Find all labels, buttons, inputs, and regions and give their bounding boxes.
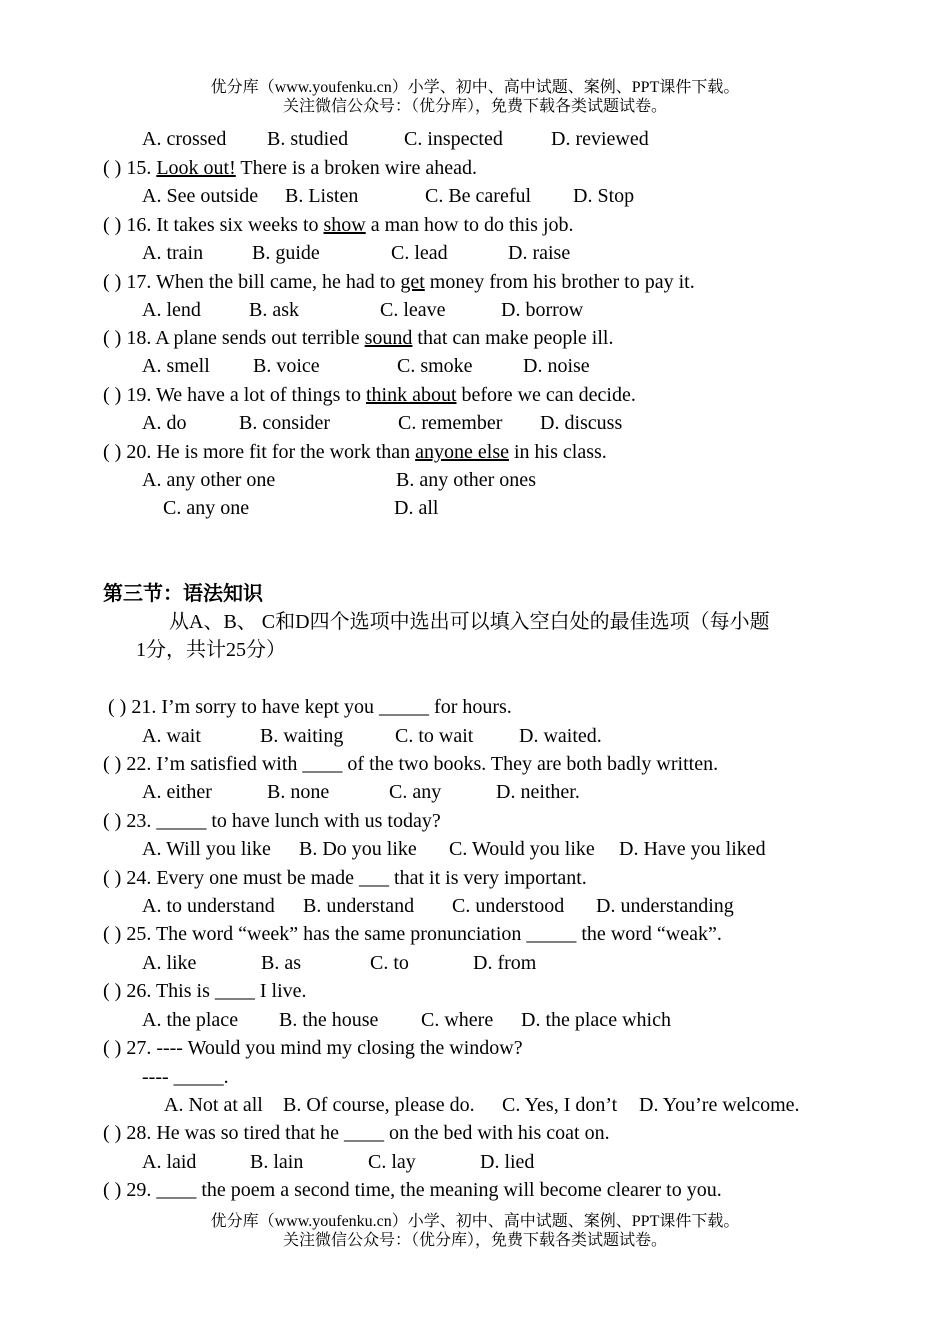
footer-line-1: 优分库（www.youfenku.cn）小学、初中、高中试题、案例、PPT课件下载。 bbox=[210, 1213, 740, 1230]
option-d: D. waited. bbox=[519, 725, 602, 747]
option-c: C. any bbox=[389, 781, 442, 803]
option-b: B. any other ones bbox=[396, 469, 536, 491]
option-b: B. Listen bbox=[285, 185, 359, 207]
question-27: ( ) 27. ---- Would you mind my closing the window? bbox=[103, 1037, 523, 1059]
option-b: B. voice bbox=[253, 355, 320, 377]
option-d: D. from bbox=[473, 952, 537, 974]
section-instructions-line-1: 从A、B、 C和D四个选项中选出可以填入空白处的最佳选项（每小题 bbox=[169, 611, 770, 633]
question-18: ( ) 18. A plane sends out terrible sound that can make people ill. bbox=[103, 327, 614, 349]
option-a: A. train bbox=[142, 242, 204, 264]
option-b: B. Of course, please do. bbox=[283, 1094, 475, 1116]
option-a: A. smell bbox=[142, 355, 210, 377]
option-d: D. all bbox=[394, 497, 439, 519]
question-27-reply: ---- _____. bbox=[142, 1066, 229, 1088]
option-b: B. waiting bbox=[260, 725, 344, 747]
option-b: B. understand bbox=[303, 895, 415, 917]
question-21: ( ) 21. I’m sorry to have kept you _____ for hours. bbox=[108, 696, 512, 718]
question-16: ( ) 16. It takes six weeks to show a man how to do this job. bbox=[103, 214, 574, 236]
question-25: ( ) 25. The word “week” has the same pronunciation _____ the word “weak”. bbox=[103, 923, 722, 945]
question-17: ( ) 17. When the bill came, he had to get money from his brother to pay it. bbox=[103, 271, 695, 293]
option-c: C. smoke bbox=[397, 355, 473, 377]
option-c: C. inspected bbox=[404, 128, 503, 150]
option-c: C. Yes, I don’t bbox=[502, 1094, 618, 1116]
question-26: ( ) 26. This is ____ I live. bbox=[103, 980, 307, 1002]
option-c: C. lay bbox=[368, 1151, 416, 1173]
option-c: C. where bbox=[421, 1009, 494, 1031]
option-b: B. lain bbox=[250, 1151, 304, 1173]
option-b: B. as bbox=[261, 952, 301, 974]
option-d: D. Have you liked bbox=[619, 838, 766, 860]
option-b: B. studied bbox=[267, 128, 349, 150]
option-a: A. any other one bbox=[142, 469, 276, 491]
option-c: C. understood bbox=[452, 895, 565, 917]
option-d: D. You’re welcome. bbox=[639, 1094, 800, 1116]
header-line-2: 关注微信公众号：（优分库），免费下载各类试题试卷。 bbox=[282, 98, 667, 115]
option-a: A. the place bbox=[142, 1009, 239, 1031]
question-29: ( ) 29. ____ the poem a second time, the meaning will become clearer to you. bbox=[103, 1179, 722, 1201]
option-c: C. Be careful bbox=[425, 185, 532, 207]
option-a: A. to understand bbox=[142, 895, 275, 917]
option-d: D. the place which bbox=[521, 1009, 671, 1031]
option-d: D. reviewed bbox=[551, 128, 649, 150]
option-c: C. to bbox=[370, 952, 409, 974]
option-d: D. raise bbox=[508, 242, 571, 264]
option-c: C. Would you like bbox=[449, 838, 595, 860]
option-c: C. remember bbox=[398, 412, 503, 434]
footer-line-2: 关注微信公众号：（优分库），免费下载各类试题试卷。 bbox=[282, 1232, 667, 1249]
option-a: A. like bbox=[142, 952, 197, 974]
option-d: D. Stop bbox=[573, 185, 635, 207]
option-b: B. guide bbox=[252, 242, 320, 264]
option-d: D. lied bbox=[480, 1151, 535, 1173]
option-a: A. either bbox=[142, 781, 212, 803]
option-a: A. laid bbox=[142, 1151, 197, 1173]
header-line-1: 优分库（www.youfenku.cn）小学、初中、高中试题、案例、PPT课件下载。 bbox=[210, 79, 740, 96]
option-b: B. consider bbox=[239, 412, 331, 434]
option-d: D. borrow bbox=[501, 299, 584, 321]
option-b: B. ask bbox=[249, 299, 299, 321]
option-d: D. neither. bbox=[496, 781, 580, 803]
option-c: C. any one bbox=[163, 497, 250, 519]
section-title: 第三节：语法知识 bbox=[103, 583, 263, 605]
section-instructions-line-2: 1分，共计25分） bbox=[136, 639, 286, 661]
question-28: ( ) 28. He was so tired that he ____ on the bed with his coat on. bbox=[103, 1122, 610, 1144]
question-24: ( ) 24. Every one must be made ___ that it is very important. bbox=[103, 867, 587, 889]
option-a: A. do bbox=[142, 412, 187, 434]
option-c: C. leave bbox=[380, 299, 446, 321]
option-d: D. understanding bbox=[596, 895, 734, 917]
option-b: B. none bbox=[267, 781, 330, 803]
option-c: C. to wait bbox=[395, 725, 474, 747]
option-a: A. lend bbox=[142, 299, 201, 321]
option-a: A. crossed bbox=[142, 128, 227, 150]
option-b: B. the house bbox=[279, 1009, 379, 1031]
question-15: ( ) 15. Look out! There is a broken wire ahead. bbox=[103, 157, 477, 179]
option-d: D. discuss bbox=[540, 412, 623, 434]
question-19: ( ) 19. We have a lot of things to think about before we can decide. bbox=[103, 384, 636, 406]
question-22: ( ) 22. I’m satisfied with ____ of the two books. They are both badly written. bbox=[103, 753, 719, 775]
option-a: A. wait bbox=[142, 725, 201, 747]
option-b: B. Do you like bbox=[299, 838, 417, 860]
option-a: A. See outside bbox=[142, 185, 259, 207]
option-a: A. Not at all bbox=[164, 1094, 263, 1116]
question-23: ( ) 23. _____ to have lunch with us today? bbox=[103, 810, 441, 832]
option-a: A. Will you like bbox=[142, 838, 271, 860]
question-20: ( ) 20. He is more fit for the work than anyone else in his class. bbox=[103, 441, 607, 463]
option-c: C. lead bbox=[391, 242, 448, 264]
option-d: D. noise bbox=[523, 355, 590, 377]
